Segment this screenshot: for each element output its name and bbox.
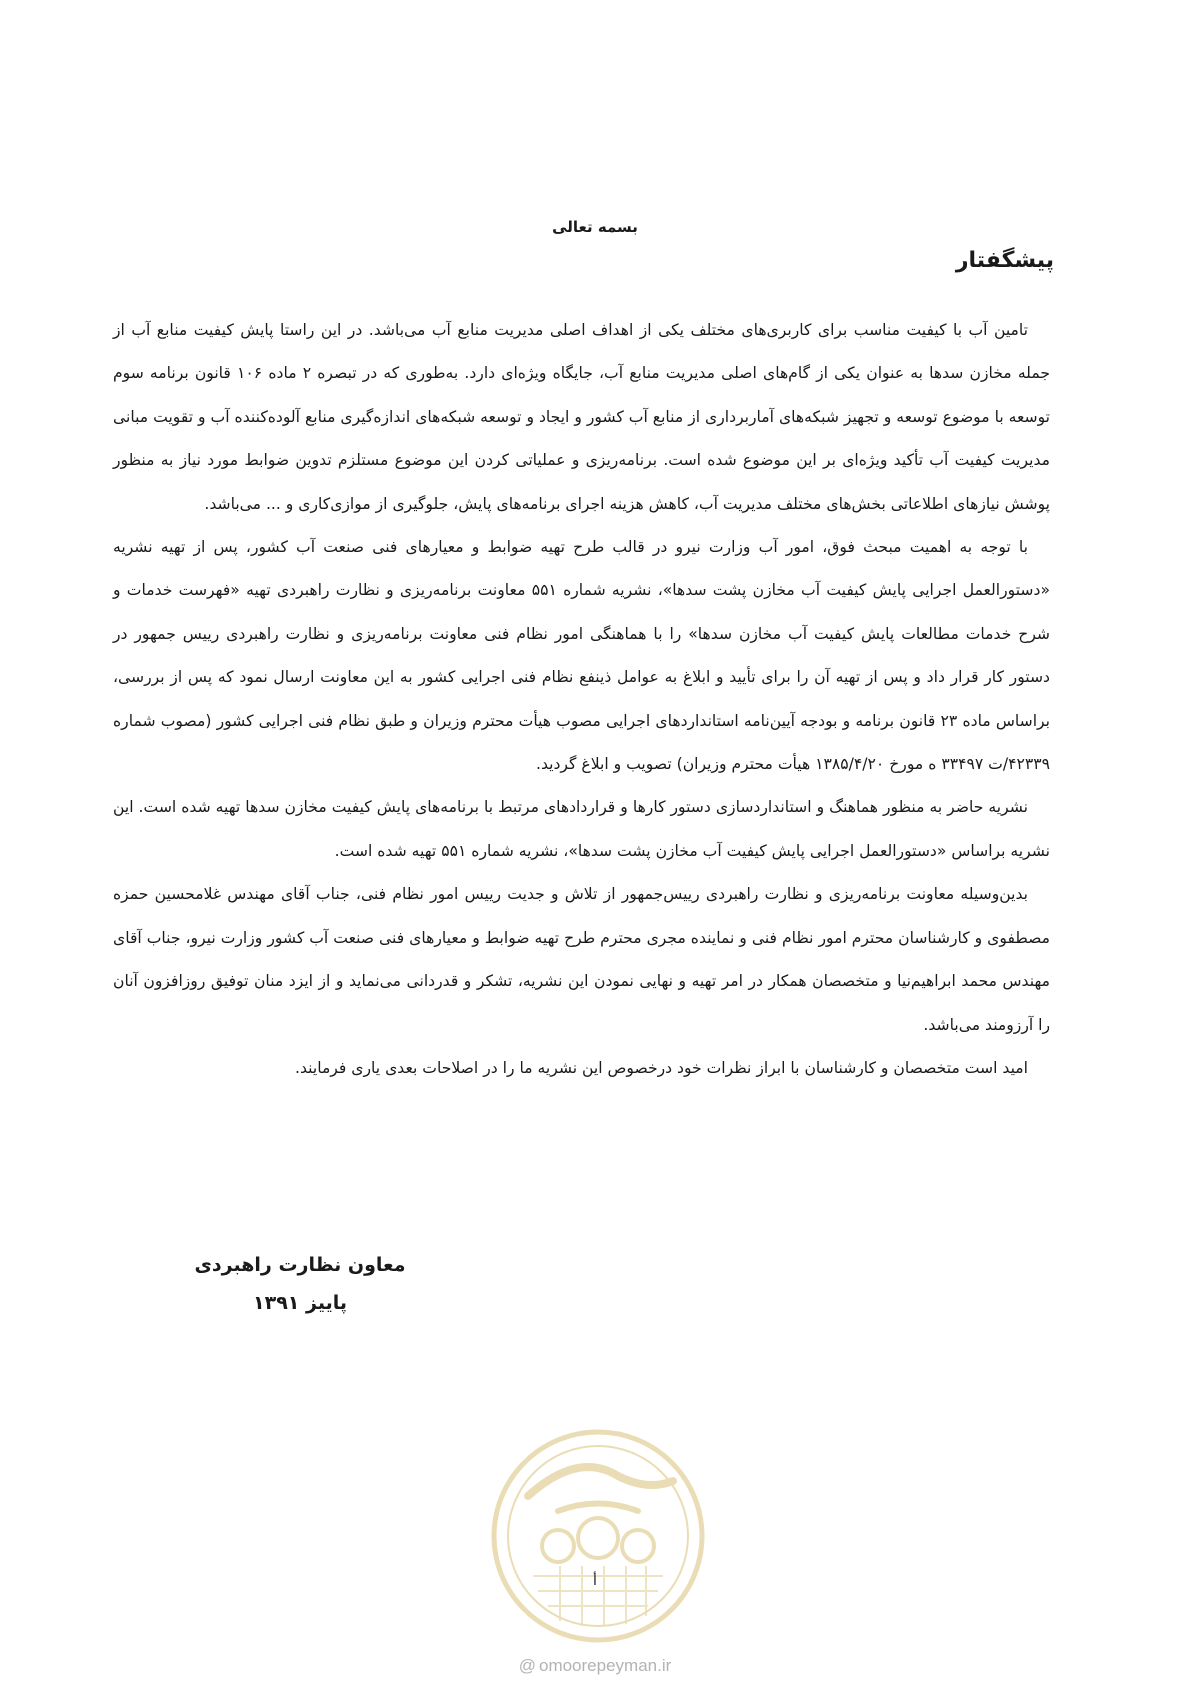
- at-icon: @: [518, 1656, 536, 1675]
- section-title: پیشگفتار: [955, 248, 1054, 273]
- paragraph-1: تامین آب با کیفیت مناسب برای کاربری‌های مختلف یکی از اهداف اصلی مدیریت منابع آب می‌باشد. در این راستا پایش کیفیت منابع آب از جمله مخازن سدها به عنوان یکی از گام‌های اصلی مدیریت منابع آب، جایگاه ویژه‌ای دارد. به‌طوری که در تبصره ۲ ماده ۱۰۶ قانون برنامه سوم توسعه با موضوع توسعه و تجهیز شبکه‌های آماربرداری از منابع آب کشور و ایجاد و توسعه شبکه‌های اندازه‌گیری منابع آلوده‌کننده آب و تقویت مبانی مدیریت کیفیت آب تأکید ویژه‌ای بر این موضوع شده است. برنامه‌ریزی و عملیاتی کردن این موضوع مستلزم تدوین ضوابط مورد نیاز به منظور پوشش نیازهای اطلاعاتی بخش‌های مختلف مدیریت آب، کاهش هزینه اجرای برنامه‌های پایش، جلوگیری از موازی‌کاری و ... می‌باشد.: [113, 321, 1050, 513]
- signature-block: [180, 1246, 420, 1322]
- watermark-text: omoorepeyman.ir: [538, 1656, 672, 1675]
- header-title: بسمه تعالی: [552, 218, 638, 236]
- signature-date: پاییز ۱۳۹۱: [253, 1292, 347, 1314]
- paragraph-3: نشریه حاضر به منظور هماهنگ و استانداردسازی دستور کارها و قراردادهای مرتبط با برنامه‌های پایش کیفیت مخازن سدها تهیه شده است. این نشریه براساس «دستورالعمل اجرایی پایش کیفیت آب مخازن پشت سدها»، نشریه شماره ۵۵۱ تهیه شده است.: [113, 798, 1050, 860]
- signature-role: معاون نظارت راهبردی: [194, 1254, 406, 1276]
- paragraph-5: امید است متخصصان و کارشناسان با ابراز نظرات خود درخصوص این نشریه ما را در اصلاحات بعدی یاری فرمایند.: [295, 1058, 1028, 1077]
- watermark: [0, 1656, 1190, 1676]
- paragraph-4: بدین‌وسیله معاونت برنامه‌ریزی و نظارت راهبردی رییس‌جمهور از تلاش و جدیت رییس امور نظام فنی، جناب آقای مهندس غلامحسین حمزه مصطفوی و کارشناسان محترم امور نظام فنی و نماینده مجری محترم طرح تهیه ضوابط و معیارهای فنی صنعت آب کشور وزارت نیرو، جناب آقای مهندس محمد ابراهیم‌نیا و متخصصان همکار در امر تهیه و نهایی نمودن این نشریه، تشکر و قدردانی می‌نماید و از ایزد منان توفیق روزافزون آنان را آرزومند می‌باشد.: [113, 885, 1050, 1034]
- paragraph-2: با توجه به اهمیت مبحث فوق، امور آب وزارت نیرو در قالب طرح تهیه ضوابط و معیارهای فنی صنعت آب کشور، پس از تهیه نشریه «دستورالعمل اجرایی پایش کیفیت آب مخازن پشت سدها»، نشریه شماره ۵۵۱ معاونت برنامه‌ریزی و نظارت راهبردی تهیه «فهرست خدمات و شرح خدمات مطالعات پایش کیفیت آب مخازن سدها» را با هماهنگی امور نظام فنی معاونت برنامه‌ریزی و نظارت راهبردی رییس جمهور در دستور کار قرار داد و پس از تهیه آن را برای تأیید و ابلاغ به عوامل ذینفع نظام فنی اجرایی کشور به این معاونت ارسال نمود که پس از بررسی، براساس ماده ۲۳ قانون برنامه و بودجه آیین‌نامه استانداردهای اجرایی مصوب هیأت محترم وزیران و طبق نظام فنی اجرایی کشور (مصوب شماره ۴۲۳۳۹/ت ۳۳۴۹۷ ه مورخ ۱۳۸۵/۴/۲۰ هیأت محترم وزیران) تصویب و ابلاغ گردید.: [113, 538, 1050, 774]
- page-number: أ: [593, 1573, 597, 1589]
- seal-watermark-icon: [488, 1426, 708, 1646]
- body-text: [113, 309, 1050, 1090]
